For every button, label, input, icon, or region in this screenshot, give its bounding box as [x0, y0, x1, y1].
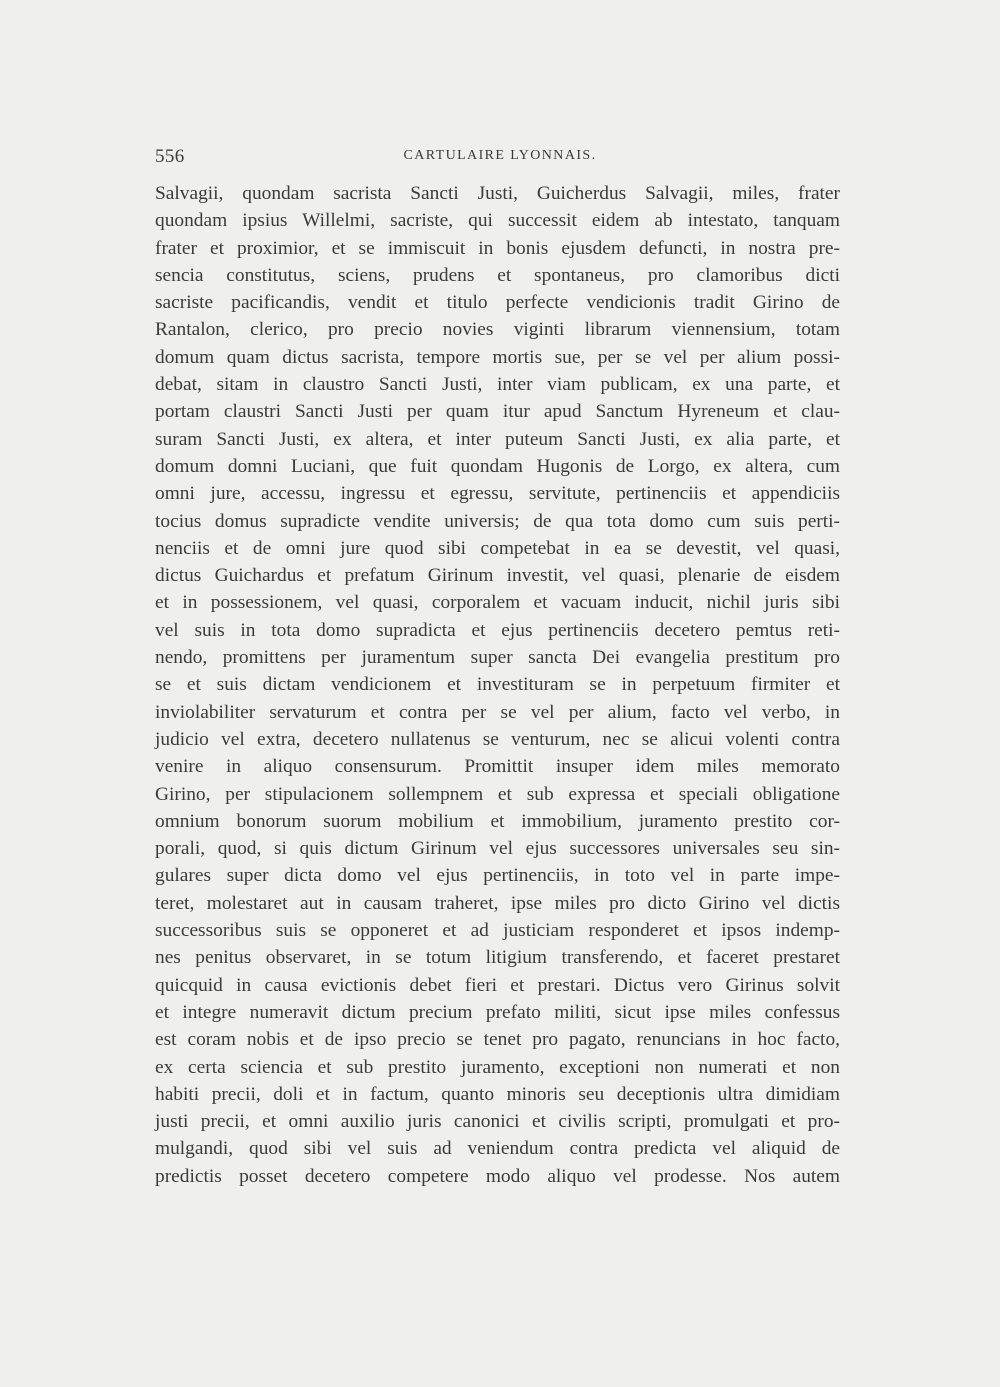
page-number: 556: [155, 146, 185, 167]
text-line: nes penitus observaret, in se totum litigium transferendo, et faceret prestaret: [155, 947, 840, 969]
text-line: quondam ipsius Willelmi, sacriste, qui successit eidem ab intestato, tanquam: [155, 210, 840, 232]
text-line: porali, quod, si quis dictum Girinum vel ejus successores universales seu sin-: [155, 838, 840, 860]
text-line: gulares super dicta domo vel ejus pertinenciis, in toto vel in parte impe-: [155, 865, 840, 887]
text-line: Rantalon, clerico, pro precio novies viginti librarum viennensium, totam: [155, 319, 840, 341]
text-line: successoribus suis se opponeret et ad justiciam responderet et ipsos indemp-: [155, 920, 840, 942]
text-line: frater et proximior, et se immiscuit in bonis ejusdem defuncti, in nostra pre-: [155, 237, 840, 259]
text-line: justi precii, et omni auxilio juris canonici et civilis scripti, promulgati et pro-: [155, 1111, 840, 1133]
text-line: venire in aliquo consensurum. Promittit insuper idem miles memorato: [155, 756, 840, 778]
text-line: domum domni Luciani, que fuit quondam Hugonis de Lorgo, ex altera, cum: [155, 455, 840, 477]
text-line: sencia constitutus, sciens, prudens et spontaneus, pro clamoribus dicti: [155, 264, 840, 286]
text-line: quicquid in causa evictionis debet fieri et prestari. Dictus vero Girinus solvit: [155, 974, 840, 996]
text-line: dictus Guichardus et prefatum Girinum investit, vel quasi, plenarie de eisdem: [155, 565, 840, 587]
text-line: suram Sancti Justi, ex altera, et inter puteum Sancti Justi, ex alia parte, et: [155, 428, 840, 450]
text-line: domum quam dictus sacrista, tempore mortis sue, per se vel per alium possi-: [155, 346, 840, 368]
text-line: vel suis in tota domo supradicta et ejus pertinenciis decetero pemtus reti-: [155, 619, 840, 641]
text-line: sacriste pacificandis, vendit et titulo perfecte vendicionis tradit Girino de: [155, 292, 840, 314]
running-header: [155, 146, 840, 170]
text-line: omnium bonorum suorum mobilium et immobilium, juramento prestito cor-: [155, 810, 840, 832]
text-line: Salvagii, quondam sacrista Sancti Justi, Guicherdus Salvagii, miles, frater: [155, 183, 840, 204]
text-line: portam claustri Sancti Justi per quam itur apud Sanctum Hyreneum et clau-: [155, 401, 840, 423]
text-line: est coram nobis et de ipso precio se tenet pro pagato, renuncians in hoc facto,: [155, 1029, 840, 1051]
text-line: predictis posset decetero competere modo aliquo vel prodesse. Nos autem: [155, 1165, 840, 1187]
text-line: tocius domus supradicte vendite universis; de qua tota domo cum suis perti-: [155, 510, 840, 532]
body-text: [155, 180, 840, 1190]
text-line: omni jure, accessu, ingressu et egressu, servitute, pertinenciis et appendiciis: [155, 483, 840, 505]
text-line: mulgandi, quod sibi vel suis ad veniendum contra predicta vel aliquid de: [155, 1138, 840, 1160]
text-line: nendo, promittens per juramentum super sancta Dei evangelia prestitum pro: [155, 647, 840, 669]
text-line: judicio vel extra, decetero nullatenus se venturum, nec se alicui volenti contra: [155, 728, 840, 750]
text-line: teret, molestaret aut in causam traheret, ipse miles pro dicto Girino vel dictis: [155, 892, 840, 914]
text-line: nenciis et de omni jure quod sibi competebat in ea se devestit, vel quasi,: [155, 537, 840, 559]
text-line: debat, sitam in claustro Sancti Justi, inter viam publicam, ex una parte, et: [155, 374, 840, 396]
text-line: se et suis dictam vendicionem et investituram se in perpetuum firmiter et: [155, 674, 840, 696]
text-line: habiti precii, doli et in factum, quanto minoris seu deceptionis ultra dimidiam: [155, 1083, 840, 1105]
text-line: Girino, per stipulacionem sollempnem et sub expressa et speciali obligatione: [155, 783, 840, 805]
text-line: et in possessionem, vel quasi, corporalem et vacuam inducit, nichil juris sibi: [155, 592, 840, 614]
header-title: CARTULAIRE LYONNAIS.: [403, 148, 597, 163]
text-line: inviolabiliter servaturum et contra per se vel per alium, facto vel verbo, in: [155, 701, 840, 723]
text-line: et integre numeravit dictum precium prefato militi, sicut ipse miles confessus: [155, 1001, 840, 1023]
text-line: ex certa sciencia et sub prestito juramento, exceptioni non numerati et non: [155, 1056, 840, 1078]
